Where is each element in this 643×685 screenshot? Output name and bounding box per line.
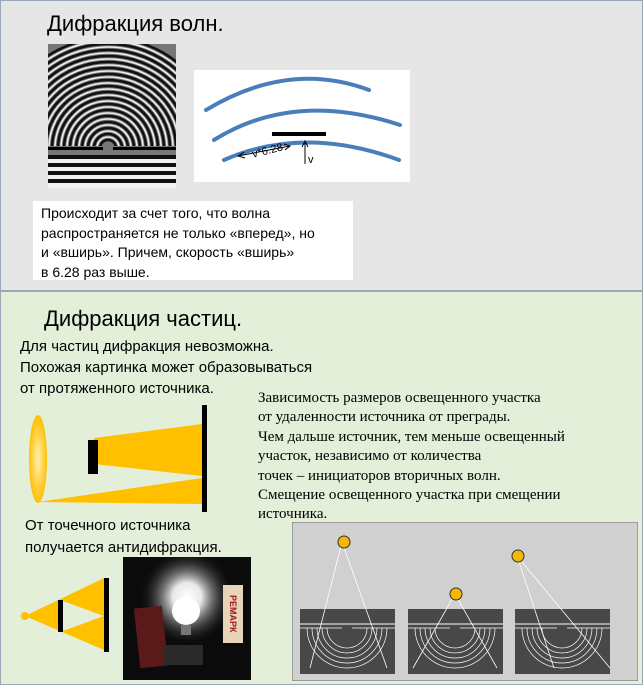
point-line: От точечного источника — [25, 517, 191, 534]
caption-line: и «вширь». Причем, скорость «вширь» — [41, 244, 295, 260]
intro-line: Похожая картинка может образовываться — [20, 359, 313, 376]
v-label: v — [308, 154, 314, 166]
intro-line: от протяженного источника. — [20, 380, 214, 397]
wave-arc — [206, 79, 369, 110]
obstacle — [88, 440, 98, 474]
right-text-line: Смещение освещенного участка при смещении — [258, 487, 561, 503]
particle-section-title: Дифракция частиц. — [44, 306, 243, 331]
light-source — [338, 536, 350, 548]
point-source-diagram — [20, 576, 118, 654]
extended-source-diagram — [24, 402, 214, 517]
barrier — [272, 132, 326, 136]
caption-line: Происходит за счет того, что волна — [41, 205, 270, 221]
point-line: получается антидифракция. — [25, 539, 222, 556]
source-distance-diagram — [292, 522, 638, 681]
right-text-line: источника. — [258, 506, 328, 522]
beam — [94, 424, 202, 476]
v628-label: v*6.28 — [251, 141, 285, 161]
light-source — [512, 550, 524, 562]
right-text-line: Зависимость размеров освещенного участка — [258, 390, 541, 406]
extended-source — [29, 415, 47, 503]
light-bulb — [172, 597, 200, 625]
obstacle — [58, 600, 63, 632]
right-text-line: от удаленности источника от преграды. — [258, 409, 511, 425]
right-text-line: Чем дальше источник, тем меньше освещенный — [258, 429, 565, 445]
screen — [202, 405, 207, 512]
beam — [38, 478, 202, 504]
caption-line: распространяется не только «вперед», но — [41, 224, 315, 241]
screen — [104, 578, 109, 652]
light-source — [450, 588, 462, 600]
right-text-line: участок, независимо от количества — [258, 448, 482, 464]
wave-section-title: Дифракция волн. — [47, 11, 224, 36]
intro-line: Для частиц дифракция невозможна. — [20, 338, 274, 355]
wave-arcs-diagram — [194, 70, 410, 182]
point-source-photo — [123, 557, 251, 680]
book-label: РЕМАРК — [223, 585, 243, 643]
wave-interference-image — [48, 44, 176, 188]
wave-caption-box — [33, 201, 353, 280]
caption-line: в 6.28 раз выше. — [41, 263, 150, 280]
right-text-line: точек – инициаторов вторичных волн. — [258, 468, 501, 484]
